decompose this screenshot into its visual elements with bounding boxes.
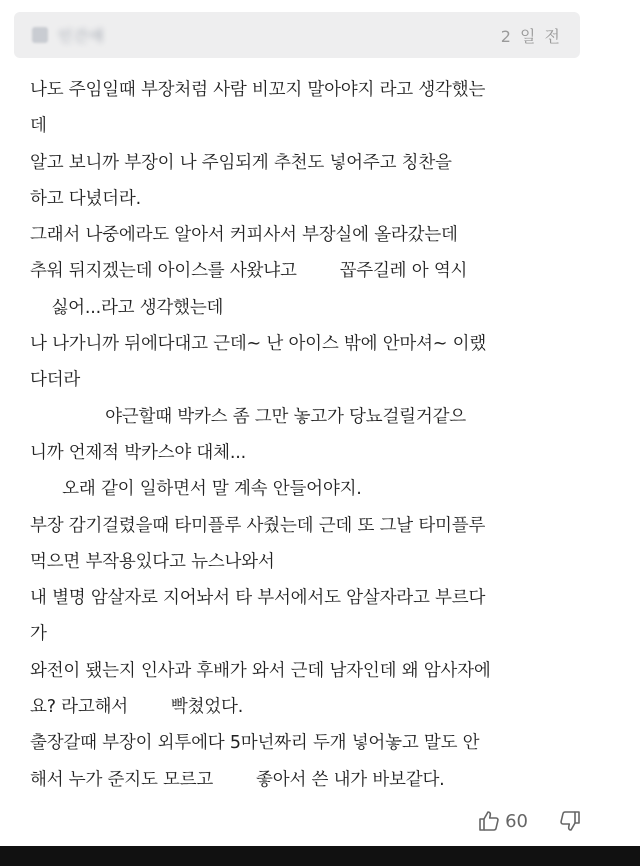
comment-line: 하고 다녔더라. xyxy=(30,188,141,209)
like-count: 60 xyxy=(505,810,528,832)
timestamp: 2 일 전 xyxy=(500,27,562,46)
comment-line: 부장 감기걸렸을때 타미플루 사줬는데 근데 또 그날 타미플루 xyxy=(30,515,486,536)
comment-header xyxy=(14,12,580,58)
comment-line: 나 나가니까 뒤에다대고 근데~ 난 아이스 밖에 안마셔~ 이랬 xyxy=(30,334,487,355)
comment-line: 먹으면 부작용있다고 뉴스나와서 xyxy=(30,551,275,572)
avatar[interactable] xyxy=(32,27,48,43)
comment-line: 가 xyxy=(30,624,47,645)
comment-line: 싫어...라고 생각했는데 xyxy=(30,297,224,318)
thumbs-down-icon[interactable] xyxy=(558,809,582,833)
comment-line: 다더라 xyxy=(30,370,81,391)
username[interactable]: 인간애 xyxy=(58,27,105,45)
comment-line: 해서 누가 준지도 모르고 좋아서 쓴 내가 바보같다. xyxy=(30,769,445,790)
comment-body xyxy=(30,72,590,798)
comment-line: 오래 같이 일하면서 말 계속 안들어야지. xyxy=(30,479,362,500)
thumbs-up-icon[interactable] xyxy=(477,809,501,833)
comment-line: 내 별명 암살자로 지어놔서 타 부서에서도 암살자라고 부르다 xyxy=(30,588,486,609)
comment-line: 그래서 나중에라도 알아서 커피사서 부장실에 올라갔는데 xyxy=(30,225,458,246)
bottom-bar xyxy=(0,846,640,866)
comment-line: 출장갈때 부장이 외투에다 5마넌짜리 두개 넣어놓고 말도 안 xyxy=(30,733,480,754)
comment-line: 데 xyxy=(30,116,47,137)
comment-actions xyxy=(477,806,582,836)
comment-line: 나도 주임일때 부장처럼 사람 비꼬지 말아야지 라고 생각했는 xyxy=(30,80,486,100)
like-button[interactable] xyxy=(477,809,528,833)
comment-line: 알고 보니까 부장이 나 주임되게 추천도 넣어주고 칭찬을 xyxy=(30,152,452,173)
comment-line: 와전이 됐는지 인사과 후배가 와서 근데 남자인데 왜 암사자에 xyxy=(30,660,491,681)
comment-line: 추워 뒤지겠는데 아이스를 사왔냐고 꼽주길레 아 역시 xyxy=(30,261,468,282)
comment-line: 요? 라고해서 빡쳤었다. xyxy=(30,697,244,718)
comment-line: 야근할때 박카스 좀 그만 놓고가 당뇨걸릴거같으 xyxy=(30,406,466,427)
comment-line: 니까 언제적 박카스야 대체... xyxy=(30,442,246,463)
